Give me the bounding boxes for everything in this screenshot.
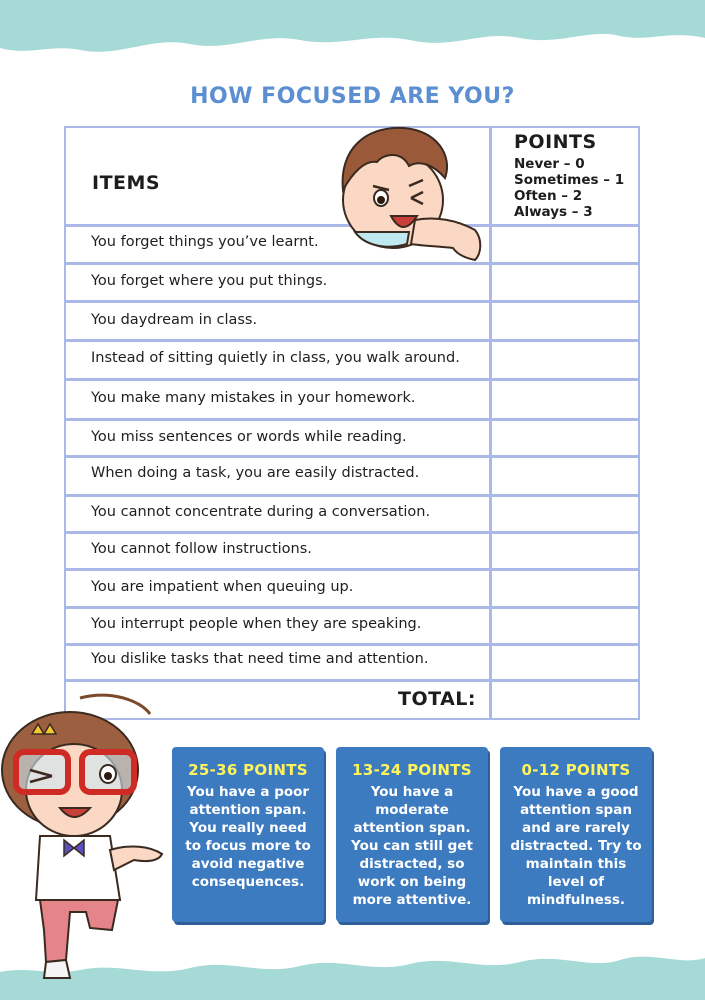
- row-line: [64, 679, 640, 682]
- row-line: [64, 568, 640, 571]
- scale-sometimes: Sometimes – 1: [514, 172, 625, 188]
- page-title: HOW FOCUSED ARE YOU?: [190, 84, 515, 109]
- scale-often: Often – 2: [514, 188, 583, 204]
- result-description: You have a moderate attention span. You can still get distracted, so work on being more attentive.: [351, 784, 473, 908]
- top-wave-decoration: [0, 0, 705, 70]
- scale-never: Never – 0: [514, 156, 585, 172]
- result-description: You have a good attention span and are rarely distracted. Try to maintain this level of mindfulness.: [510, 784, 642, 908]
- result-box-poor: [172, 747, 324, 922]
- row-line: [64, 531, 640, 534]
- items-header: ITEMS: [92, 172, 161, 194]
- scale-always: Always – 3: [514, 204, 593, 220]
- list-item: Instead of sitting quietly in class, you walk around.: [91, 350, 460, 366]
- row-line: [64, 339, 640, 342]
- result-range: 25-36 POINTS: [188, 761, 308, 779]
- result-range: 0-12 POINTS: [521, 761, 631, 779]
- row-line: [64, 455, 640, 458]
- list-item: You are impatient when queuing up.: [91, 579, 354, 595]
- list-item: You daydream in class.: [91, 312, 258, 328]
- list-item: You cannot follow instructions.: [91, 541, 312, 557]
- boy-character-illustration: [325, 120, 490, 270]
- result-box-good: [500, 747, 652, 922]
- result-range: 13-24 POINTS: [352, 761, 472, 779]
- row-line: [64, 300, 640, 303]
- list-item: You dislike tasks that need time and attention.: [91, 651, 429, 667]
- row-line: [64, 494, 640, 497]
- list-item: You forget where you put things.: [91, 273, 328, 289]
- result-box-moderate: [336, 747, 488, 922]
- total-label: TOTAL:: [398, 688, 477, 710]
- list-item: When doing a task, you are easily distracted.: [91, 465, 420, 481]
- list-item: You miss sentences or words while reading.: [91, 429, 407, 445]
- row-line: [64, 378, 640, 381]
- points-header: POINTS: [514, 131, 597, 153]
- list-item: You interrupt people when they are speaking.: [91, 616, 422, 632]
- list-item: You forget things you’ve learnt.: [91, 234, 319, 250]
- list-item: You cannot concentrate during a conversation.: [91, 504, 431, 520]
- girl-character-illustration: [0, 690, 175, 980]
- row-line: [64, 606, 640, 609]
- row-line: [64, 643, 640, 646]
- row-line: [64, 418, 640, 421]
- list-item: You make many mistakes in your homework.: [91, 390, 416, 406]
- result-description: You have a poor attention span. You really need to focus more to avoid negative consequences.: [185, 784, 311, 890]
